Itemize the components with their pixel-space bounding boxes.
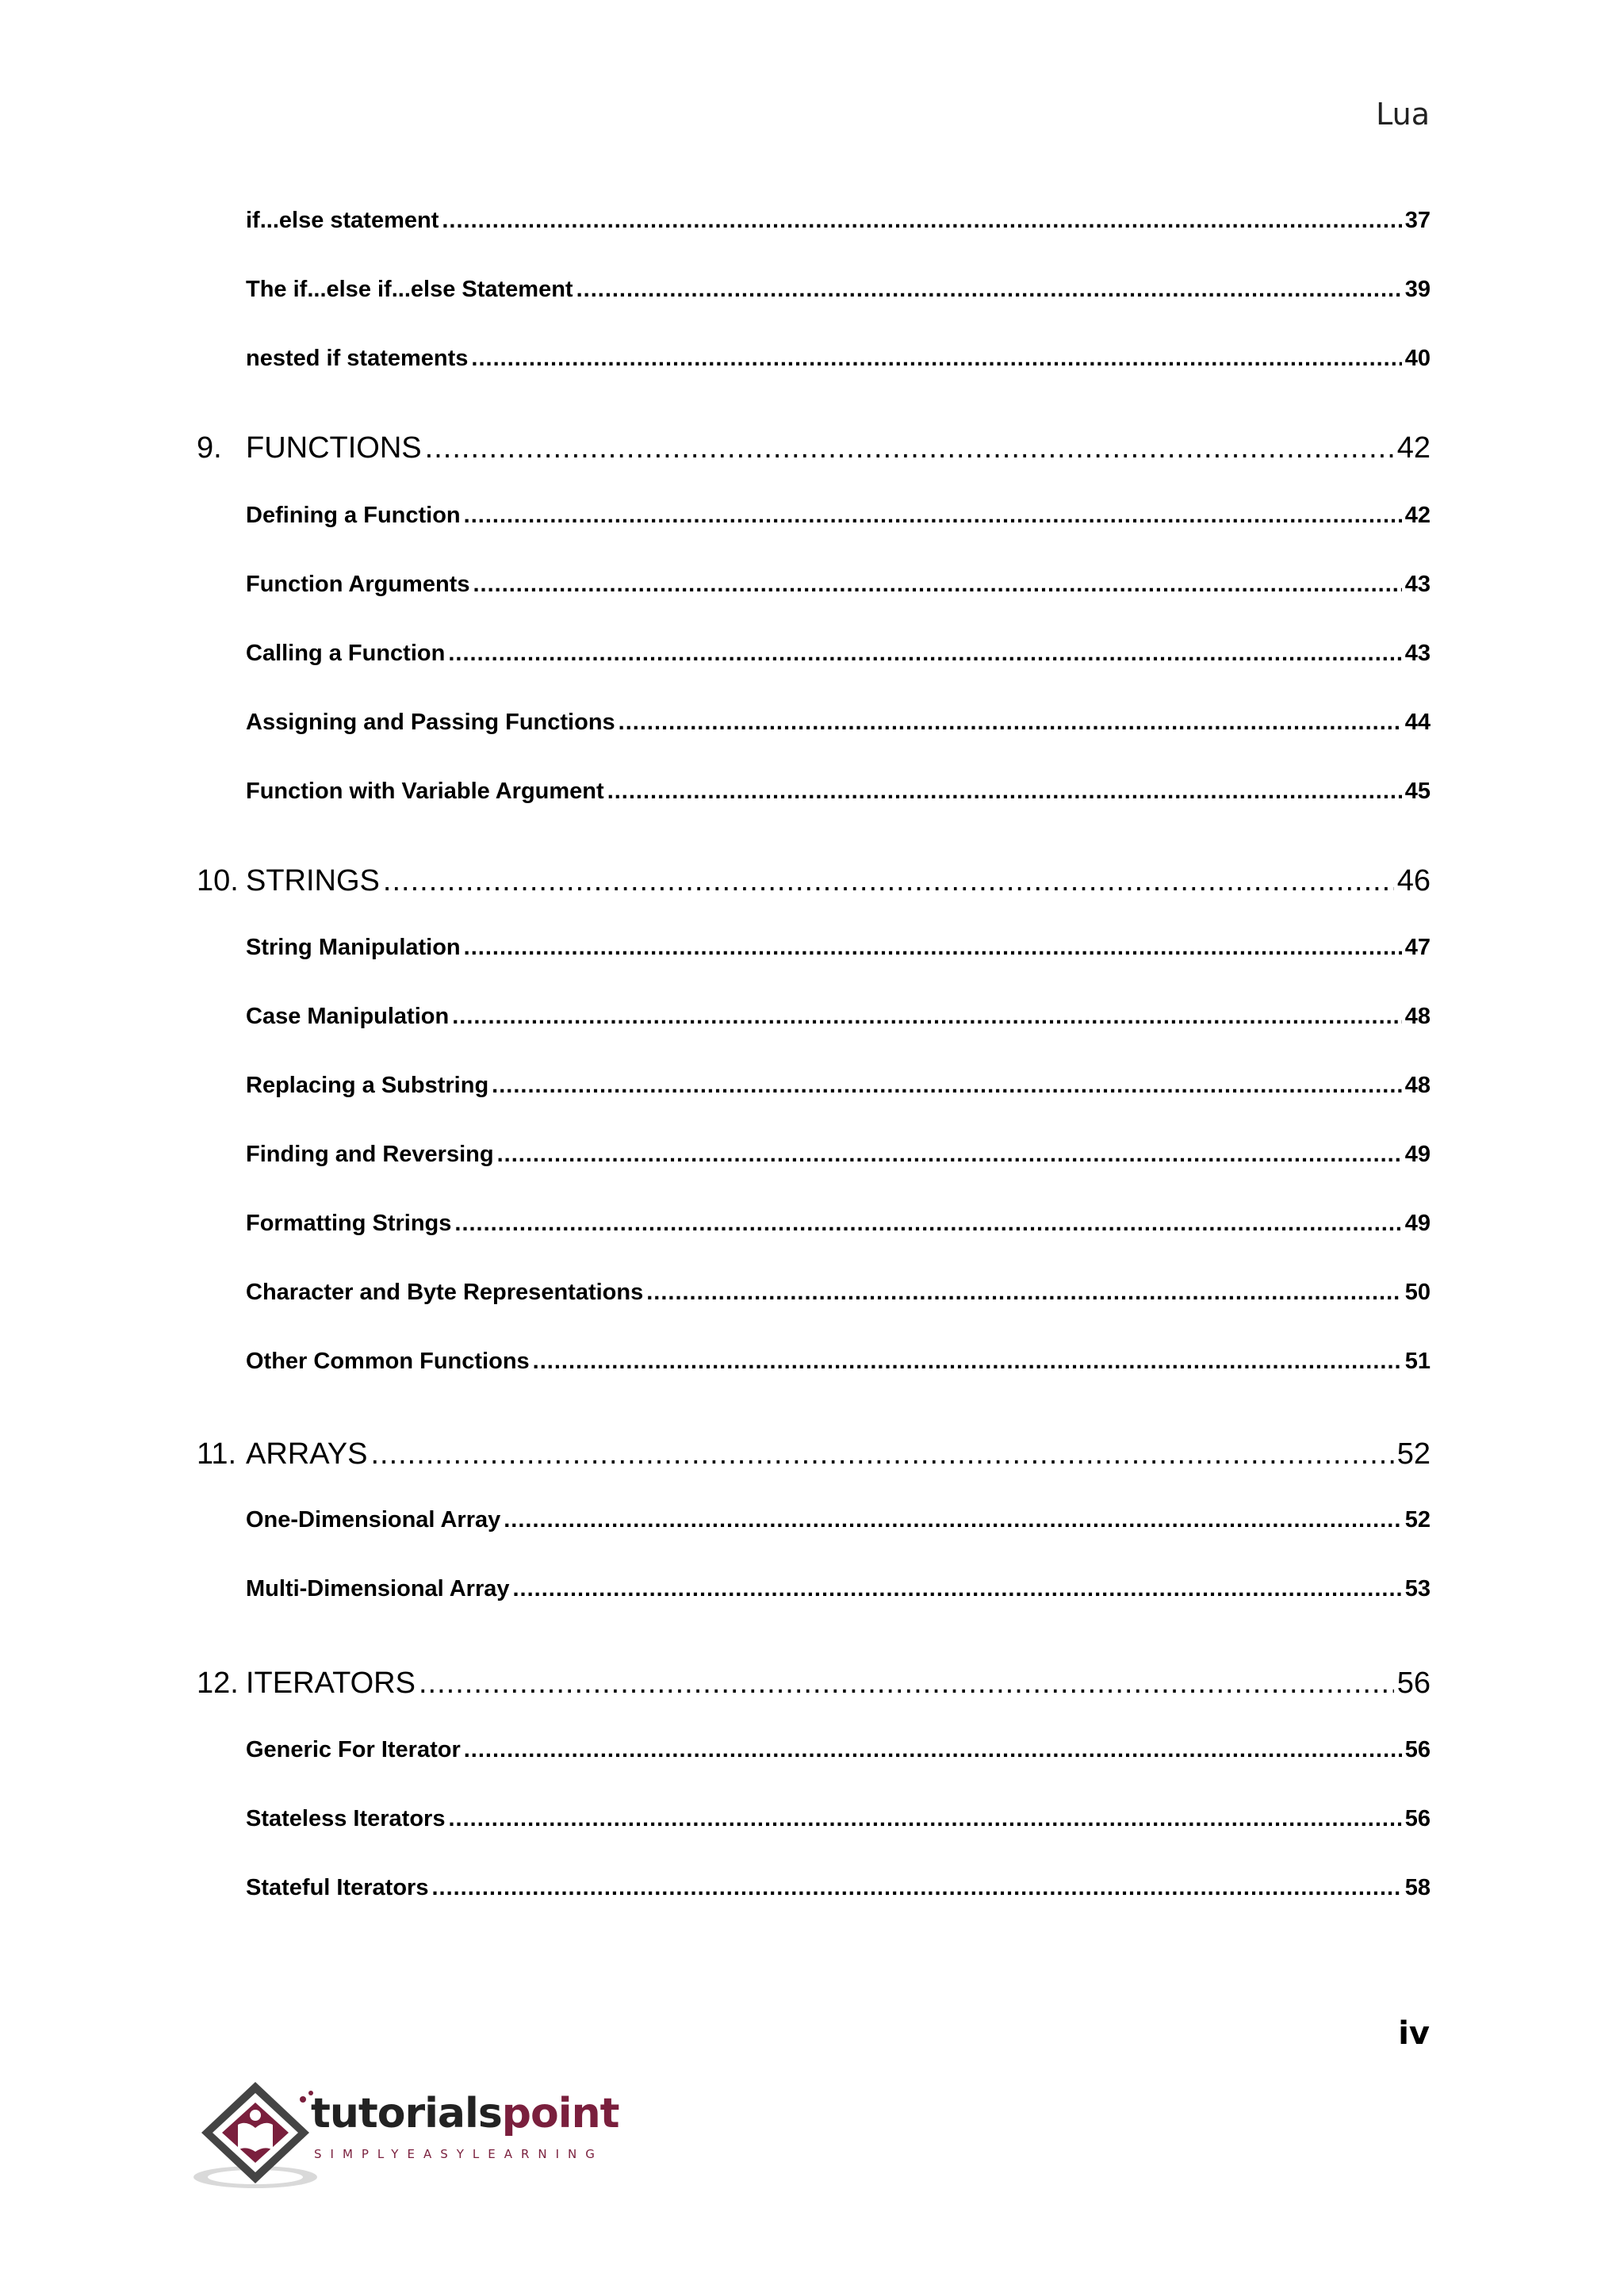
toc-chapter-entry[interactable] (197, 418, 1431, 465)
toc-entry-label: Multi-Dimensional Array (246, 1576, 510, 1601)
toc-page-number: 58 (1404, 1875, 1431, 1900)
toc-entry-label: Assigning and Passing Functions (246, 710, 615, 735)
toc-dot-leader (464, 938, 1402, 961)
toc-dot-leader (383, 868, 1394, 898)
toc-page-number: 50 (1404, 1280, 1431, 1305)
toc-dot-leader (497, 1145, 1402, 1168)
toc-dot-leader (448, 1809, 1401, 1832)
toc-section-entry[interactable] (197, 1266, 1431, 1306)
toc-entry-label: Formatting Strings (246, 1211, 452, 1236)
toc-dot-leader (431, 1878, 1401, 1901)
toc-section-entry[interactable] (197, 1059, 1431, 1099)
toc-dot-leader (448, 644, 1401, 667)
toc-dot-leader (512, 1579, 1401, 1602)
toc-page-number: 56 (1396, 1667, 1431, 1700)
toc-page-number: 43 (1404, 641, 1431, 666)
toc-entry-label: Other Common Functions (246, 1349, 530, 1374)
toc-dot-leader (419, 1670, 1394, 1701)
toc-section-entry[interactable] (197, 332, 1431, 372)
toc-entry-label: if...else statement (246, 208, 439, 233)
toc-page-number: 56 (1404, 1737, 1431, 1762)
toc-entry-label: ARRAYS (246, 1437, 368, 1471)
toc-page-number: 46 (1396, 864, 1431, 897)
toc-entry-label: Replacing a Substring (246, 1073, 489, 1098)
toc-section-entry[interactable] (197, 1128, 1431, 1168)
toc-page-number: 45 (1404, 779, 1431, 804)
toc-page-number: 37 (1404, 208, 1431, 233)
toc-entry-label: Character and Byte Representations (246, 1280, 644, 1305)
toc-entry-label: String Manipulation (246, 935, 461, 960)
toc-dot-leader (607, 782, 1402, 805)
toc-page-number: 49 (1404, 1142, 1431, 1167)
toc-page-number: 42 (1396, 431, 1431, 465)
toc-dot-leader (464, 1740, 1402, 1763)
table-of-contents (197, 0, 1431, 2296)
toc-dot-leader (504, 1510, 1401, 1533)
toc-entry-label: The if...else if...else Statement (246, 277, 573, 302)
toc-page-number: 52 (1404, 1507, 1431, 1533)
toc-section-entry[interactable] (197, 1197, 1431, 1237)
logo-emblem-icon (193, 2076, 328, 2195)
toc-section-entry[interactable] (197, 1335, 1431, 1375)
toc-chapter-number: 12. (197, 1667, 239, 1700)
toc-section-entry[interactable] (197, 765, 1431, 805)
logo-word-part2: point (501, 2090, 619, 2137)
toc-entry-label: Stateless Iterators (246, 1806, 446, 1831)
toc-dot-leader (454, 1214, 1401, 1237)
toc-section-entry[interactable] (197, 1724, 1431, 1763)
toc-section-entry[interactable] (197, 696, 1431, 736)
toc-section-entry[interactable] (197, 1494, 1431, 1533)
toc-section-entry[interactable] (197, 489, 1431, 529)
toc-section-entry[interactable] (197, 921, 1431, 961)
toc-dot-leader (576, 280, 1402, 303)
tutorialspoint-logo (193, 2076, 619, 2195)
toc-dot-leader (619, 713, 1402, 736)
toc-entry-label: Defining a Function (246, 503, 461, 528)
toc-section-entry[interactable] (197, 558, 1431, 598)
running-header-title: Lua (1376, 97, 1430, 132)
toc-page-number: 40 (1404, 346, 1431, 371)
toc-dot-leader (425, 435, 1394, 465)
logo-wordmark (311, 2090, 619, 2137)
toc-entry-label: One-Dimensional Array (246, 1507, 501, 1533)
toc-page-number: 42 (1404, 503, 1431, 528)
toc-chapter-entry[interactable] (197, 1424, 1431, 1471)
toc-chapter-number: 11. (197, 1437, 237, 1471)
toc-dot-leader (646, 1283, 1402, 1306)
toc-page-number: 47 (1404, 935, 1431, 960)
toc-chapter-entry[interactable] (197, 1653, 1431, 1701)
toc-page-number: 51 (1404, 1349, 1431, 1374)
toc-dot-leader (442, 211, 1401, 234)
toc-entry-label: Stateful Iterators (246, 1875, 429, 1900)
toc-section-entry[interactable] (197, 627, 1431, 667)
logo-tagline: SIMPLYEASYLEARNING (314, 2147, 603, 2161)
toc-dot-leader (473, 575, 1401, 598)
toc-dot-leader (464, 506, 1402, 529)
toc-entry-label: Function Arguments (246, 572, 470, 597)
toc-page-number: 52 (1396, 1437, 1431, 1471)
toc-entry-label: Calling a Function (246, 641, 446, 666)
toc-entry-label: Case Manipulation (246, 1004, 450, 1029)
toc-page-number: 56 (1404, 1806, 1431, 1831)
toc-dot-leader (492, 1076, 1402, 1099)
toc-chapter-number: 9. (197, 431, 222, 465)
toc-page-number: 39 (1404, 277, 1431, 302)
toc-dot-leader (471, 349, 1401, 372)
toc-entry-label: STRINGS (246, 864, 380, 897)
toc-entry-label: ITERATORS (246, 1667, 416, 1700)
toc-entry-label: Function with Variable Argument (246, 779, 604, 804)
toc-dot-leader (370, 1441, 1393, 1471)
toc-dot-leader (452, 1007, 1402, 1030)
toc-section-entry[interactable] (197, 990, 1431, 1030)
toc-entry-label: Generic For Iterator (246, 1737, 461, 1762)
logo-word-part1: tutorials (311, 2090, 502, 2137)
toc-page-number: 53 (1404, 1576, 1431, 1601)
toc-entry-label: Finding and Reversing (246, 1142, 494, 1167)
toc-page-number: 44 (1404, 710, 1431, 735)
toc-section-entry[interactable] (197, 194, 1431, 234)
toc-dot-leader (533, 1352, 1402, 1375)
toc-page-number: 48 (1404, 1073, 1431, 1098)
toc-section-entry[interactable] (197, 263, 1431, 303)
toc-page-number: 49 (1404, 1211, 1431, 1236)
toc-chapter-entry[interactable] (197, 851, 1431, 898)
toc-section-entry[interactable] (197, 1862, 1431, 1901)
toc-page-number: 48 (1404, 1004, 1431, 1029)
toc-page-number: 43 (1404, 572, 1431, 597)
toc-entry-label: FUNCTIONS (246, 431, 422, 465)
toc-section-entry[interactable] (197, 1793, 1431, 1832)
page-number: iv (1398, 2015, 1430, 2052)
toc-section-entry[interactable] (197, 1563, 1431, 1602)
toc-chapter-number: 10. (197, 864, 239, 897)
toc-entry-label: nested if statements (246, 346, 469, 371)
